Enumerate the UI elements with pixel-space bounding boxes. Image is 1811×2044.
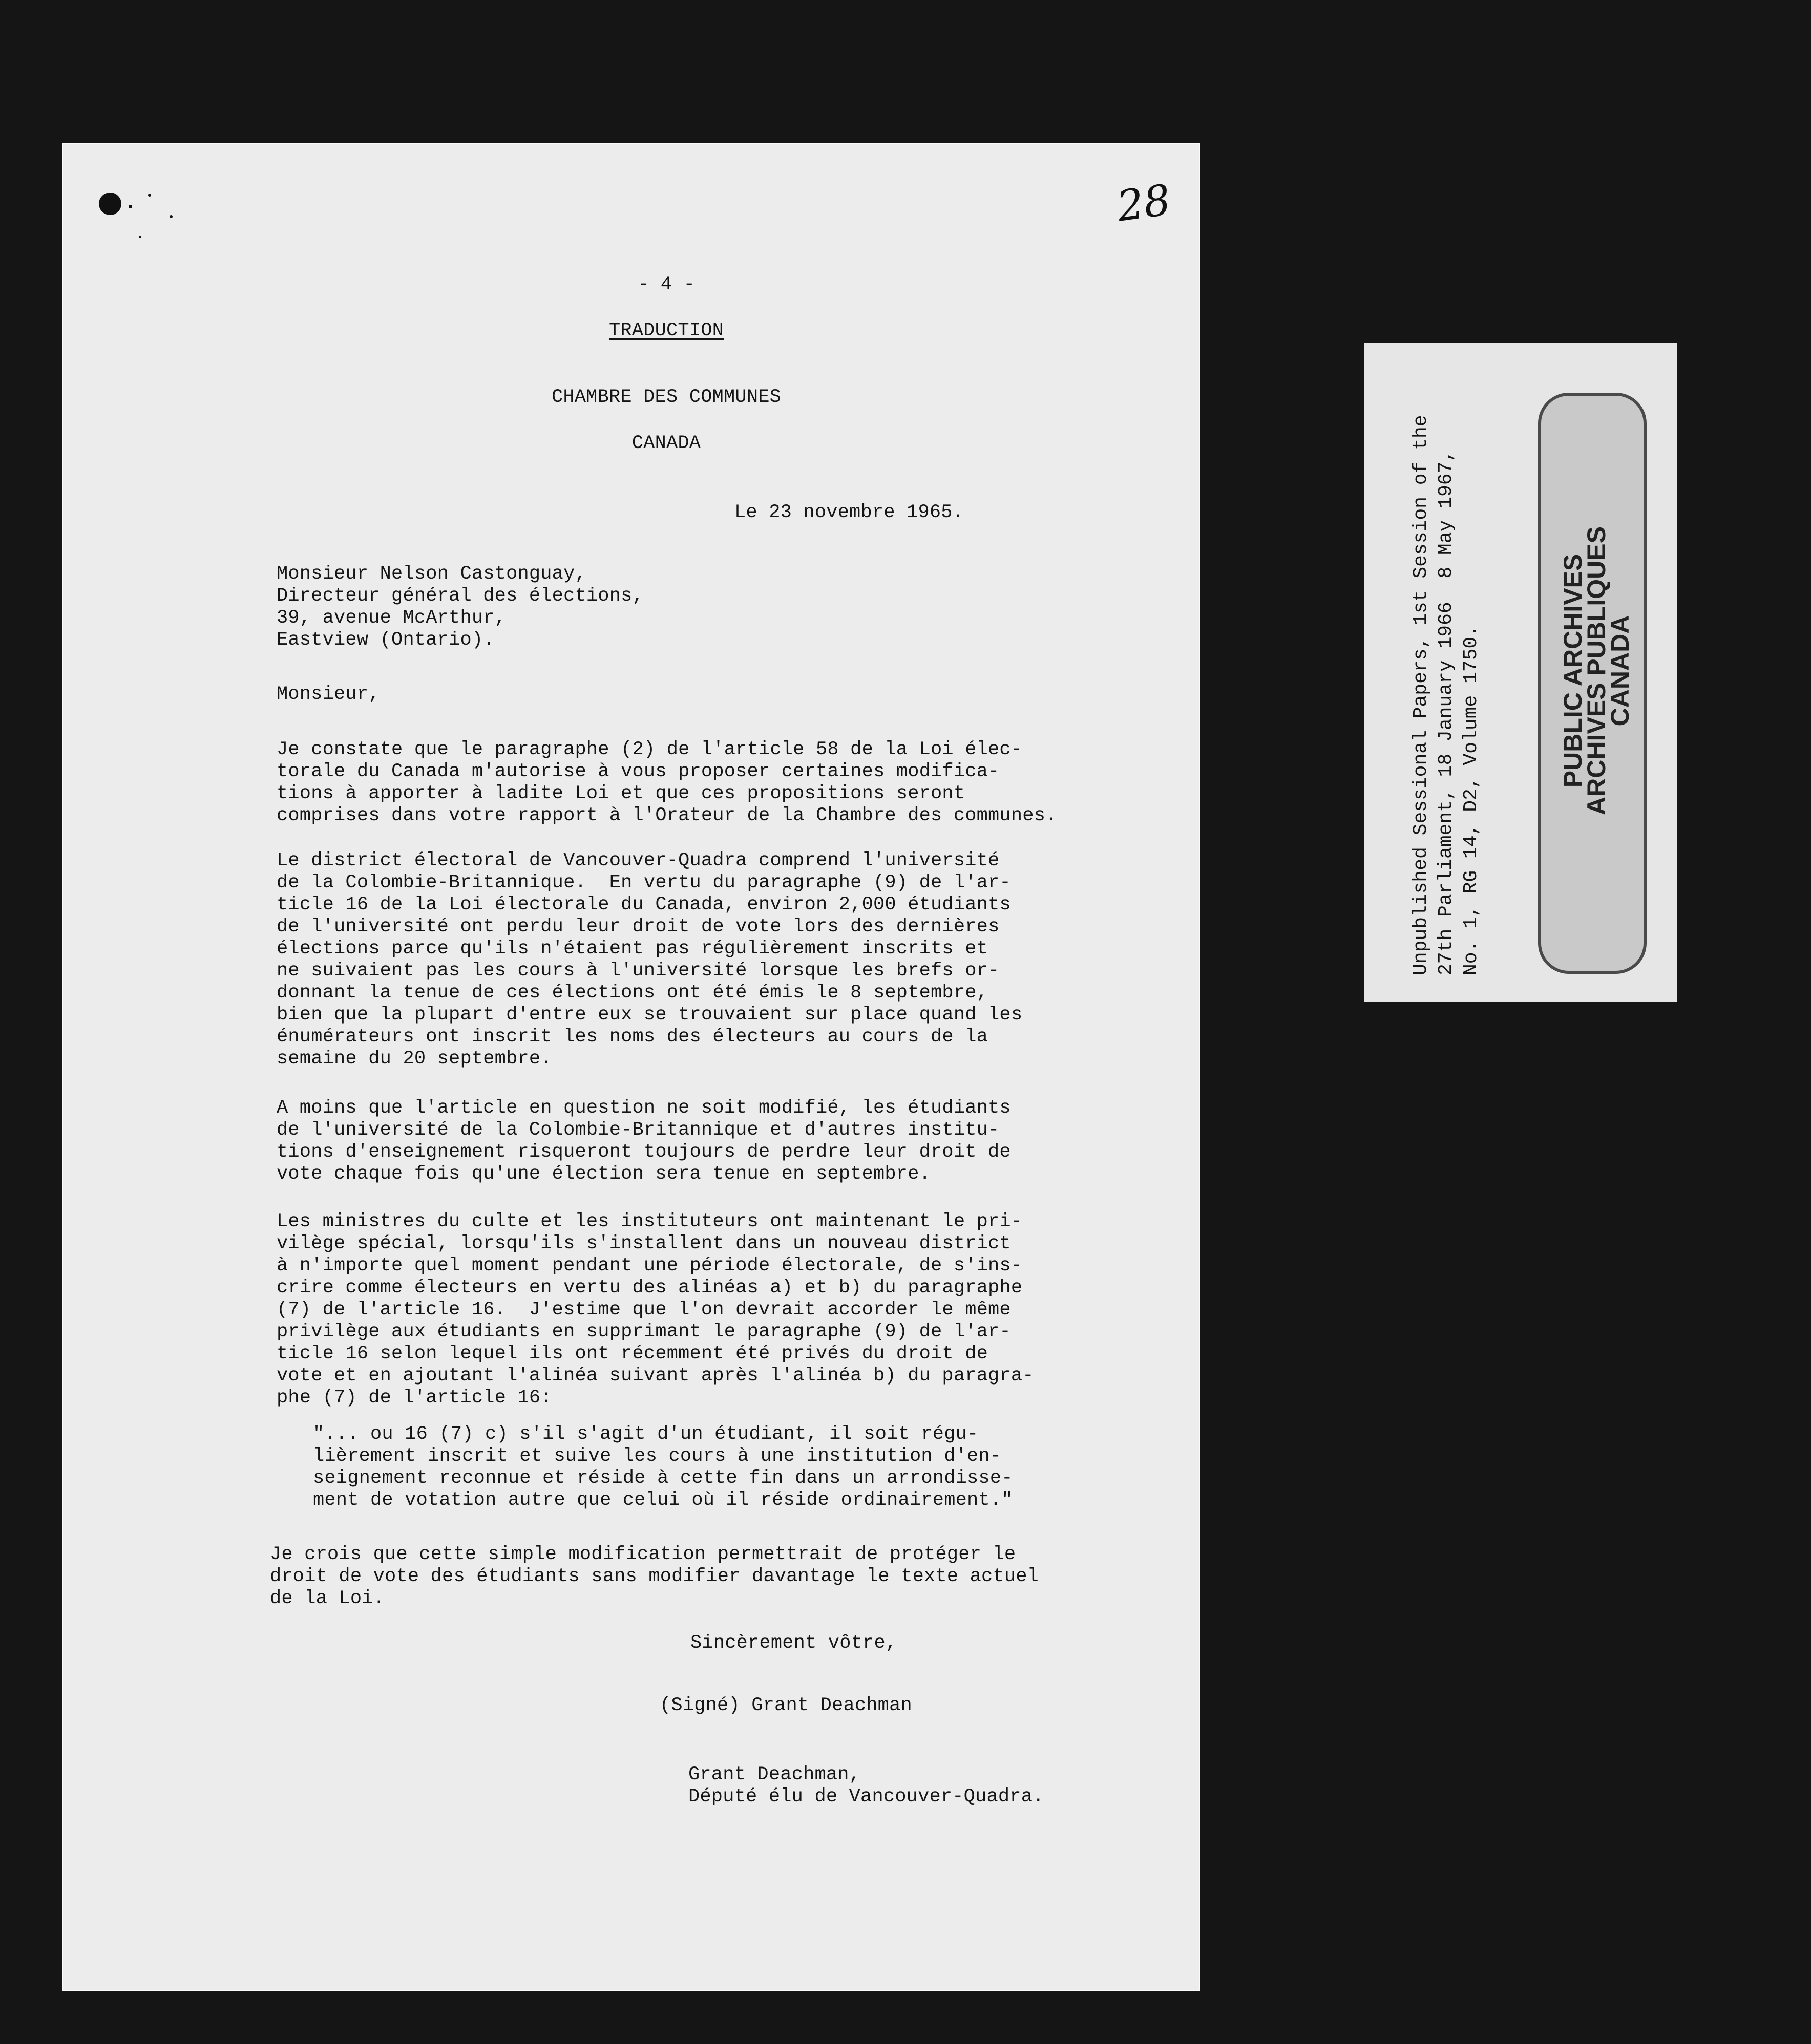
signed-line: (Signé) Grant Deachman <box>660 1695 912 1716</box>
ink-speck <box>139 236 141 238</box>
address-line: 39, avenue McArthur, <box>277 607 507 629</box>
handwritten-page-number: 28 <box>1113 176 1174 231</box>
body-paragraph: Le district électoral de Vancouver-Quadra comprend l'université de la Colombie-Britannique. En vertu du paragraphe (9) de l'ar- ticle 16 de la Loi électorale du Canada, environ 2,000 étudiants de l'université ont perdu leur droit de vote lors des dernières élections parce qu'ils n'étaient pas régulièrement inscrits et ne suivaient pas les cours à l'université lorsque les brefs or- donnant la tenue de ces élections ont été émis le 8 septembre, bien que la plupart d'entre eux se trouvaient sur place quand les énumérateurs ont inscrit les noms des électeurs au cours de la semaine du 20 septembre. <box>277 850 1023 1070</box>
complimentary-close: Sincèrement vôtre, <box>690 1632 897 1654</box>
body-paragraph: Les ministres du culte et les instituteurs ont maintenant le pri- vilège spécial, lorsqu'ils s'installent dans un nouveau district à n'importe quel moment pendant une période électorale, de s'ins- crire comme électeurs en vertu des alinéas a) et b) du paragraphe (7) de l'article 16. J'estime que l'on devrait accorder le même privilège aux étudiants en supprimant le paragraphe (9) de l'ar- ticle 16 selon lequel ils ont récemment été privés du droit de vote et en ajoutant l'alinéa suivant après l'alinéa b) du paragra- phe (7) de l'article 16: <box>277 1211 1034 1409</box>
signatory-name: Grant Deachman, <box>688 1764 861 1785</box>
body-paragraph: A moins que l'article en question ne soit modifié, les étudiants de l'université de la Colombie-Britannique et d'autres institu- tions d'enseignement risqueront toujours de perdre leur droit de vote chaque fois qu'une élection sera tenue en septembre. <box>277 1097 1011 1185</box>
archive-stamp-text: PUBLIC ARCHIVES ARCHIVES PUBLIQUES CANADA <box>1559 526 1634 815</box>
salutation: Monsieur, <box>277 684 380 705</box>
ink-blot <box>99 193 121 215</box>
address-line: Directeur général des élections, <box>277 585 644 607</box>
letter-date: Le 23 novembre 1965. <box>734 502 964 523</box>
ink-speck <box>148 194 151 197</box>
letter-page <box>62 143 1200 1991</box>
translation-heading: TRADUCTION <box>608 320 724 342</box>
signatory-title: Député élu de Vancouver-Quadra. <box>688 1786 1044 1807</box>
address-line: Eastview (Ontario). <box>277 629 495 651</box>
ink-speck <box>170 215 173 218</box>
address-line: Monsieur Nelson Castonguay, <box>277 563 586 585</box>
archive-citation: Unpublished Sessional Papers, 1st Session of the 27th Parliament, 18 January 1966 8 May 1967, No. 1, RG 14, D2, Volume 1750. <box>1410 415 1482 975</box>
ink-speck <box>129 205 132 208</box>
body-paragraph: Je constate que le paragraphe (2) de l'article 58 de la Loi élec- torale du Canada m'autorise à vous proposer certaines modifica- tions à apporter à ladite Loi et que ces propositions seront comprises dans votre rapport à l'Orateur de la Chambre des communes. <box>277 739 1057 826</box>
page-number: - 4 - <box>637 274 696 295</box>
country-heading: CANADA <box>631 433 701 454</box>
quoted-amendment: "... ou 16 (7) c) s'il s'agit d'un étudiant, il soit régu- lièrement inscrit et suive les cours à une institution d'en- seignement reconnue et réside à cette fin dans un arrondisse- ment de votation autre que celui où il réside ordinairement." <box>313 1423 1013 1511</box>
house-heading: CHAMBRE DES COMMUNES <box>551 387 782 408</box>
closing-paragraph: Je crois que cette simple modification permettrait de protéger le droit de vote des étudiants sans modifier davantage le texte actuel de la Loi. <box>270 1544 1039 1609</box>
